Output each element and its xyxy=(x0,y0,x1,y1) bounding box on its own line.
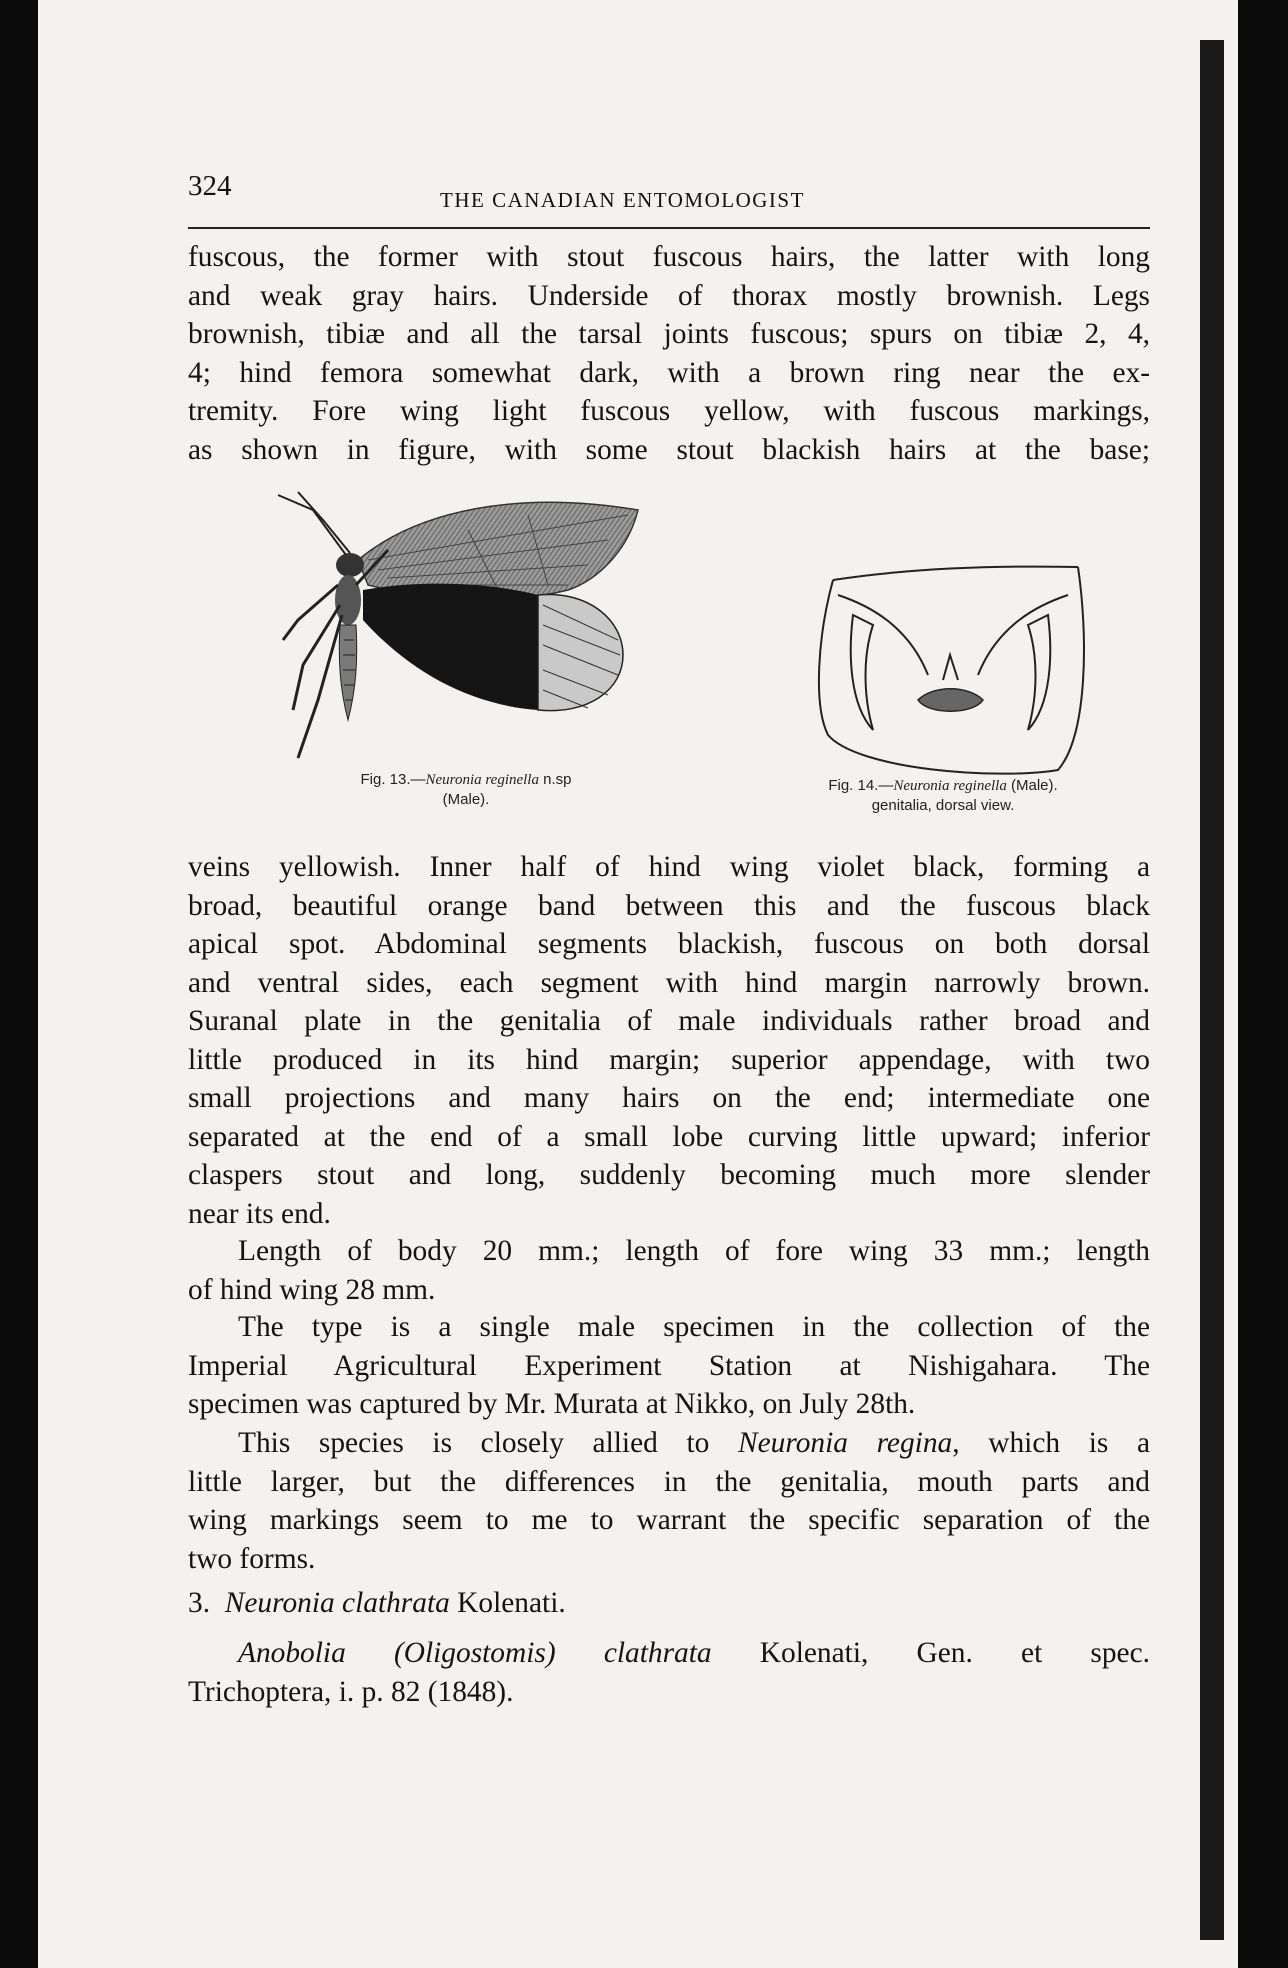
text-line: and ventral sides, each segment with hind margin narrowly brown. xyxy=(188,966,1150,999)
paragraph-measurements xyxy=(188,1232,1150,1309)
text-line: little larger, but the differences in the genitalia, mouth parts and xyxy=(188,1465,1150,1498)
text-line: claspers stout and long, suddenly becoming much more slender xyxy=(188,1159,1150,1191)
text-line: Imperial Agricultural Experiment Station at Nishigahara. The xyxy=(188,1349,1150,1382)
text-line: near its end. xyxy=(188,1197,331,1230)
text-line: brownish, tibiæ and all the tarsal joints fuscous; spurs on tibiæ 2, 4, xyxy=(188,318,1150,350)
running-title: THE CANADIAN ENTOMOLOGIST xyxy=(440,188,805,212)
text-line: separated at the end of a small lobe curving little upward; inferior xyxy=(188,1120,1150,1153)
paragraph-type-specimen xyxy=(188,1308,1150,1424)
paragraph-continued xyxy=(188,238,1150,469)
text-line: apical spot. Abdominal segments blackish, fuscous on both dorsal xyxy=(188,928,1150,960)
text-line: veins yellowish. Inner half of hind wing violet black, forming a xyxy=(188,851,1150,883)
text-line: The type is a single male specimen in the collection of the xyxy=(238,1311,1150,1343)
text-line: small projections and many hairs on the end; intermediate one xyxy=(188,1082,1150,1114)
page-edge-shadow xyxy=(1200,40,1224,1940)
text-line: and weak gray hairs. Underside of thorax mostly brownish. Legs xyxy=(188,279,1150,312)
text-line: wing markings seem to me to warrant the specific separation of the xyxy=(188,1504,1150,1536)
header-rule xyxy=(188,227,1150,229)
text-line: of hind wing 28 mm. xyxy=(188,1273,436,1306)
text-line: two forms. xyxy=(188,1542,316,1575)
figure-13-caddisfly-illustration xyxy=(268,490,648,760)
text-line: fuscous, the former with stout fuscous hairs, the latter with long xyxy=(188,241,1150,273)
text-line: This species is closely allied to Neuronia regina, which is a xyxy=(238,1427,1150,1459)
text-line: Length of body 20 mm.; length of fore wing 33 mm.; length xyxy=(238,1235,1150,1267)
text-line: Suranal plate in the genitalia of male individuals rather broad and xyxy=(188,1005,1150,1037)
figure-14-genitalia-drawing xyxy=(778,555,1108,780)
figure-14-caption: Fig. 14.—Neuronia reginella (Male). genitalia, dorsal view. xyxy=(828,777,1058,814)
text-line: 4; hind femora somewhat dark, with a brown ring near the ex- xyxy=(188,356,1150,389)
text-line: broad, beautiful orange band between this and the fuscous black xyxy=(188,889,1150,922)
species-heading: 3. Neuronia clathrata Kolenati. xyxy=(188,1587,566,1619)
synonym-reference: Anobolia (Oligostomis) clathrata Kolenati, Gen. et spec. Trichoptera, i. p. 82 (1848). xyxy=(188,1637,1150,1708)
paragraph-comparison xyxy=(188,1424,1150,1578)
text-line: tremity. Fore wing light fuscous yellow, with fuscous markings, xyxy=(188,395,1150,427)
text-line: specimen was captured by Mr. Murata at Nikko, on July 28th. xyxy=(188,1388,916,1420)
text-line: as shown in figure, with some stout blackish hairs at the base; xyxy=(188,433,1150,466)
figure-13-caption: Fig. 13.—Neuronia reginella n.sp (Male). xyxy=(360,771,572,808)
page-number: 324 xyxy=(188,170,232,202)
book-page xyxy=(38,0,1238,1968)
page-header xyxy=(188,162,1148,222)
paragraph-description xyxy=(188,848,1150,1233)
text-line: little produced in its hind margin; superior appendage, with two xyxy=(188,1043,1150,1076)
